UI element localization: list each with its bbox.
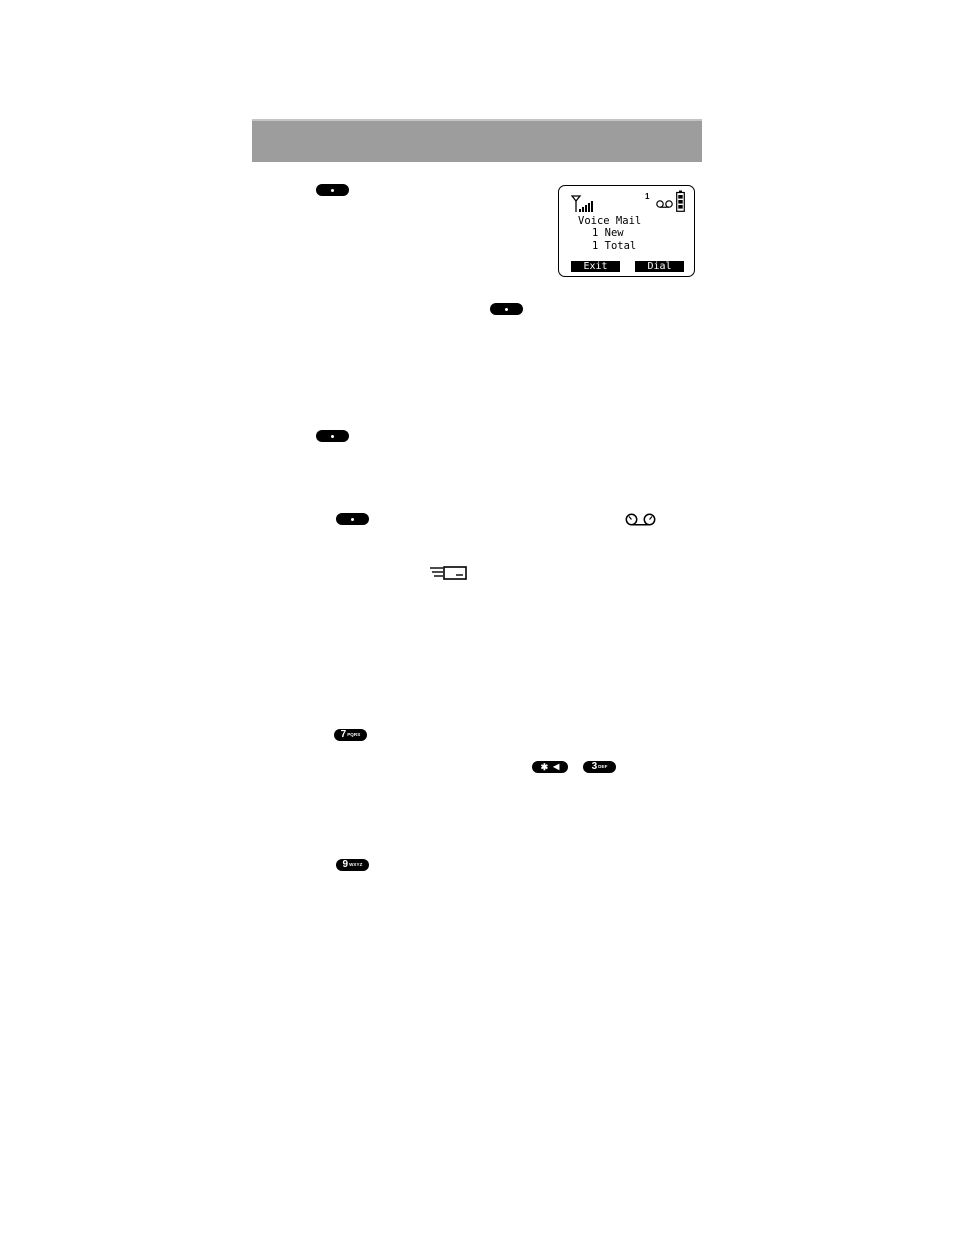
select-key-icon (336, 513, 369, 525)
display-title: Voice Mail (578, 215, 642, 227)
display-new-count: 1 New (592, 227, 624, 239)
exit-softkey: Exit (571, 261, 620, 272)
section-header-bar (252, 119, 702, 162)
signal-strength-icon (571, 195, 597, 213)
select-key-icon (316, 430, 349, 442)
dial-softkey: Dial (635, 261, 684, 272)
voicemail-icon (656, 199, 674, 209)
text-message-icon (430, 566, 467, 580)
select-key-icon (490, 303, 523, 315)
phone-display (558, 185, 695, 277)
three-key-icon: 3 DEF (583, 761, 616, 773)
voicemail-icon (625, 513, 656, 527)
nine-key-icon: 9 WXYZ (336, 859, 369, 871)
message-count: 1 (645, 192, 650, 201)
display-total-count: 1 Total (592, 240, 637, 252)
battery-icon (676, 190, 685, 212)
star-key-icon: ✱ ◀ (532, 761, 568, 773)
select-key-icon (316, 184, 349, 196)
seven-key-icon: 7 PQRS (334, 729, 367, 741)
